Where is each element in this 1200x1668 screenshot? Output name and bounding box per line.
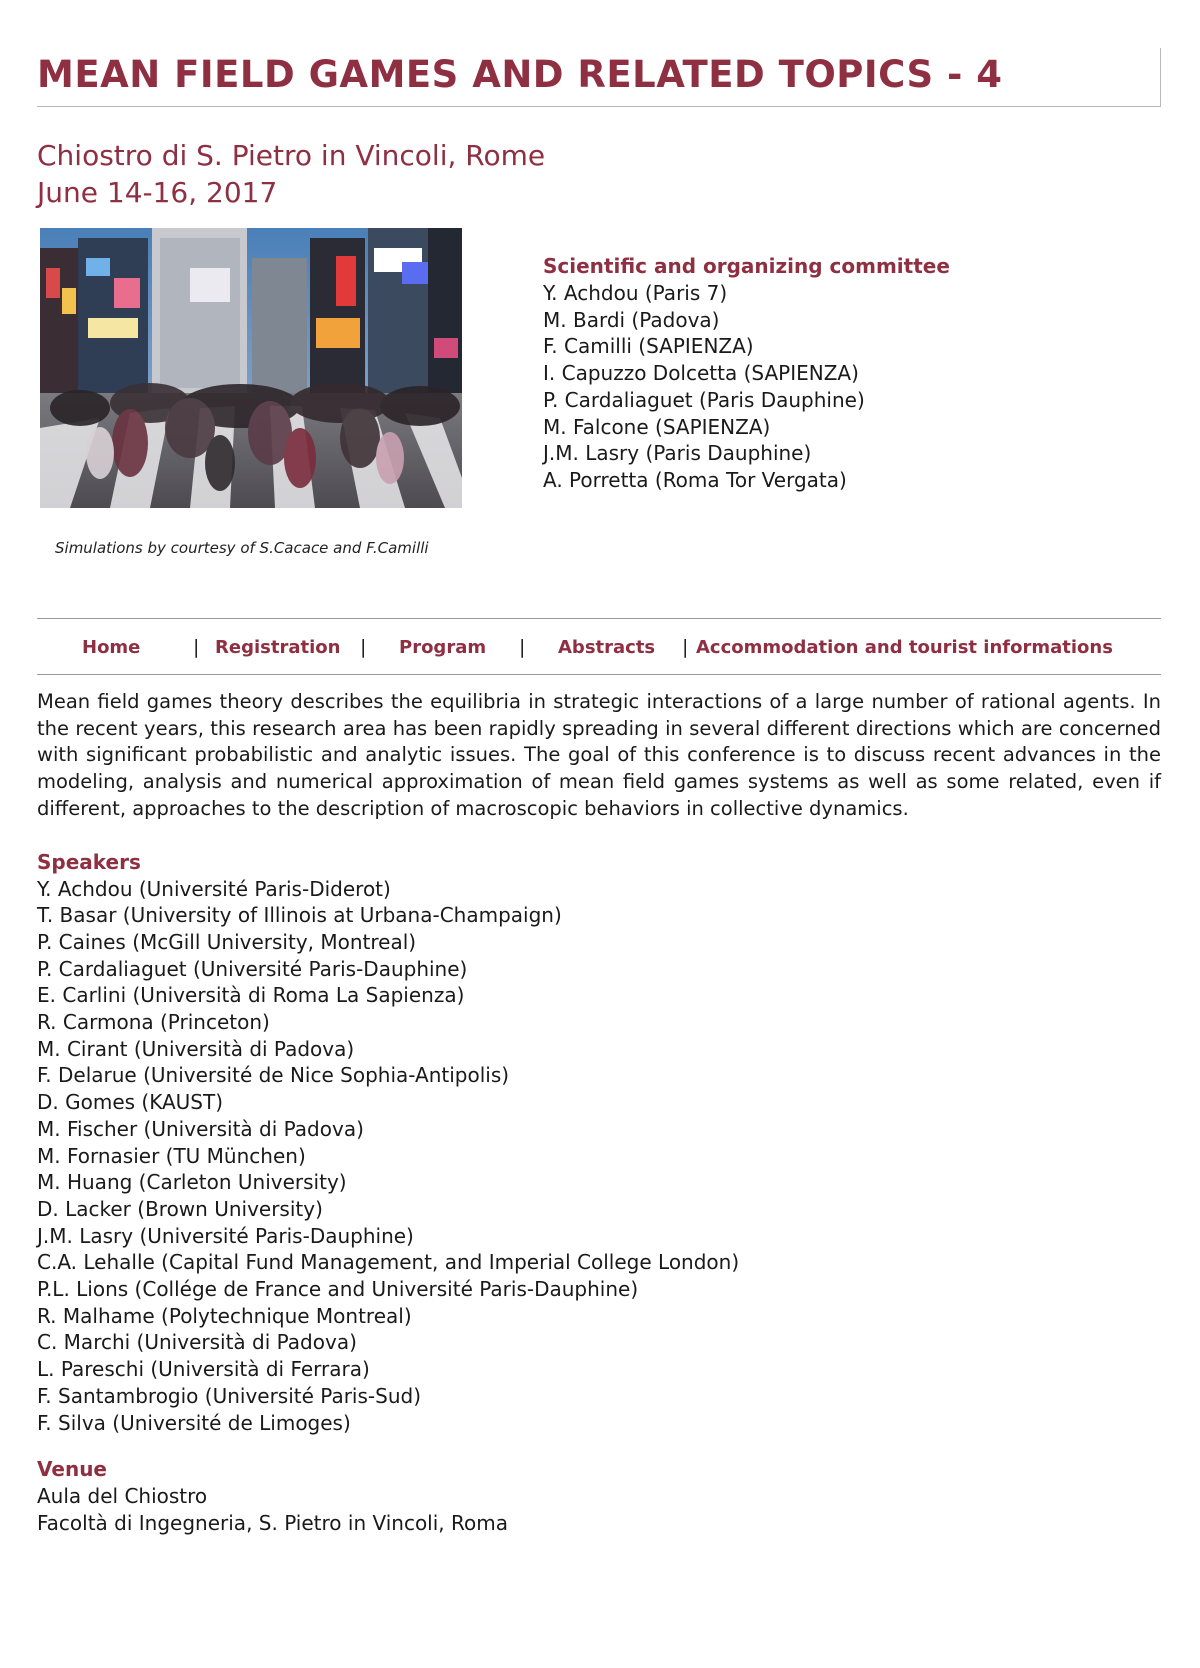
speaker-item: J.M. Lasry (Université Paris-Dauphine) xyxy=(37,1223,414,1248)
committee-member: M. Bardi (Padova) xyxy=(543,307,720,332)
nav-separator: | xyxy=(360,636,367,658)
photo-crowd-crossing-icon xyxy=(40,228,462,508)
speakers-heading: Speakers xyxy=(37,849,141,874)
speaker-item: F. Santambrogio (Université Paris-Sud) xyxy=(37,1383,421,1408)
speaker-item: R. Carmona (Princeton) xyxy=(37,1010,270,1035)
speaker-item: T. Basar (University of Illinois at Urbana-Champaign) xyxy=(37,903,562,928)
location-text: Chiostro di S. Pietro in Vincoli, Rome xyxy=(37,139,546,172)
hero-section xyxy=(37,223,1161,618)
speaker-item: M. Fischer (Università di Padova) xyxy=(37,1116,364,1141)
venue-line: Aula del Chiostro xyxy=(37,1484,208,1509)
nav-home-link[interactable]: Home xyxy=(82,637,141,658)
nav-separator: | xyxy=(519,636,526,658)
title-bar xyxy=(37,48,1161,107)
conference-page xyxy=(37,48,1161,1537)
committee-section xyxy=(543,253,950,494)
speaker-item: R. Malhame (Polytechnique Montreal) xyxy=(37,1303,412,1328)
nav-separator: | xyxy=(193,636,200,658)
nav-separator: | xyxy=(682,636,689,658)
committee-member: A. Porretta (Roma Tor Vergata) xyxy=(543,467,847,492)
committee-heading: Scientific and organizing committee xyxy=(543,254,950,278)
speaker-item: F. Delarue (Université de Nice Sophia-Antipolis) xyxy=(37,1063,510,1088)
committee-member: M. Falcone (SAPIENZA) xyxy=(543,414,771,439)
intro-paragraph: Mean field games theory describes the equilibria in strategic interactions of a large number of rational agents. In the recent years, this research area has been rapidly spreading in several different directions which are concerned with significant probabilistic and analytic issues. The goal of this conference is to discuss recent advances in the modeling, analysis and numerical approximation of mean field games systems as well as some related, even if different, approaches to the description of macroscopic behaviors in collective dynamics. xyxy=(37,690,1161,820)
speaker-item: C.A. Lehalle (Capital Fund Management, and Imperial College London) xyxy=(37,1250,740,1275)
committee-member: F. Camilli (SAPIENZA) xyxy=(543,334,754,359)
speaker-item: D. Lacker (Brown University) xyxy=(37,1196,323,1221)
speaker-item: C. Marchi (Università di Padova) xyxy=(37,1330,357,1355)
speaker-item: F. Silva (Université de Limoges) xyxy=(37,1410,351,1435)
committee-member: J.M. Lasry (Paris Dauphine) xyxy=(543,441,812,466)
venue-section xyxy=(37,1456,1161,1536)
nav-abstracts-link[interactable]: Abstracts xyxy=(558,637,656,658)
speaker-item: L. Pareschi (Università di Ferrara) xyxy=(37,1357,370,1382)
main-nav xyxy=(37,618,1161,675)
speakers-section xyxy=(37,849,1161,1437)
nav-registration-link[interactable]: Registration xyxy=(215,637,341,658)
nav-program-link[interactable]: Program xyxy=(399,637,487,658)
crowd-crossing-photo xyxy=(40,228,462,508)
speaker-item: Y. Achdou (Université Paris-Diderot) xyxy=(37,876,391,901)
speaker-item: M. Huang (Carleton University) xyxy=(37,1170,347,1195)
date-text: June 14-16, 2017 xyxy=(37,176,278,209)
subtitle-block xyxy=(37,137,1161,211)
speaker-item: M. Fornasier (TU München) xyxy=(37,1143,306,1168)
speaker-item: M. Cirant (Università di Padova) xyxy=(37,1036,355,1061)
committee-member: P. Cardaliaguet (Paris Dauphine) xyxy=(543,387,865,412)
nav-accommodation-link[interactable]: Accommodation and tourist informations xyxy=(696,637,1113,658)
page-title: MEAN FIELD GAMES AND RELATED TOPICS - 4 xyxy=(37,53,1003,96)
speaker-item: P. Caines (McGill University, Montreal) xyxy=(37,929,417,954)
venue-heading: Venue xyxy=(37,1457,107,1482)
committee-member: Y. Achdou (Paris 7) xyxy=(543,281,728,305)
speaker-item: P. Cardaliaguet (Université Paris-Dauphine) xyxy=(37,956,468,981)
speaker-item: D. Gomes (KAUST) xyxy=(37,1090,224,1115)
image-caption: Simulations by courtesy of S.Cacace and F.Camilli xyxy=(55,539,429,557)
speaker-item: E. Carlini (Università di Roma La Sapienza) xyxy=(37,983,465,1008)
speaker-item: P.L. Lions (Collége de France and Université Paris-Dauphine) xyxy=(37,1277,639,1302)
committee-member: I. Capuzzo Dolcetta (SAPIENZA) xyxy=(543,361,859,386)
venue-line: Facoltà di Ingegneria, S. Pietro in Vincoli, Roma xyxy=(37,1510,508,1535)
